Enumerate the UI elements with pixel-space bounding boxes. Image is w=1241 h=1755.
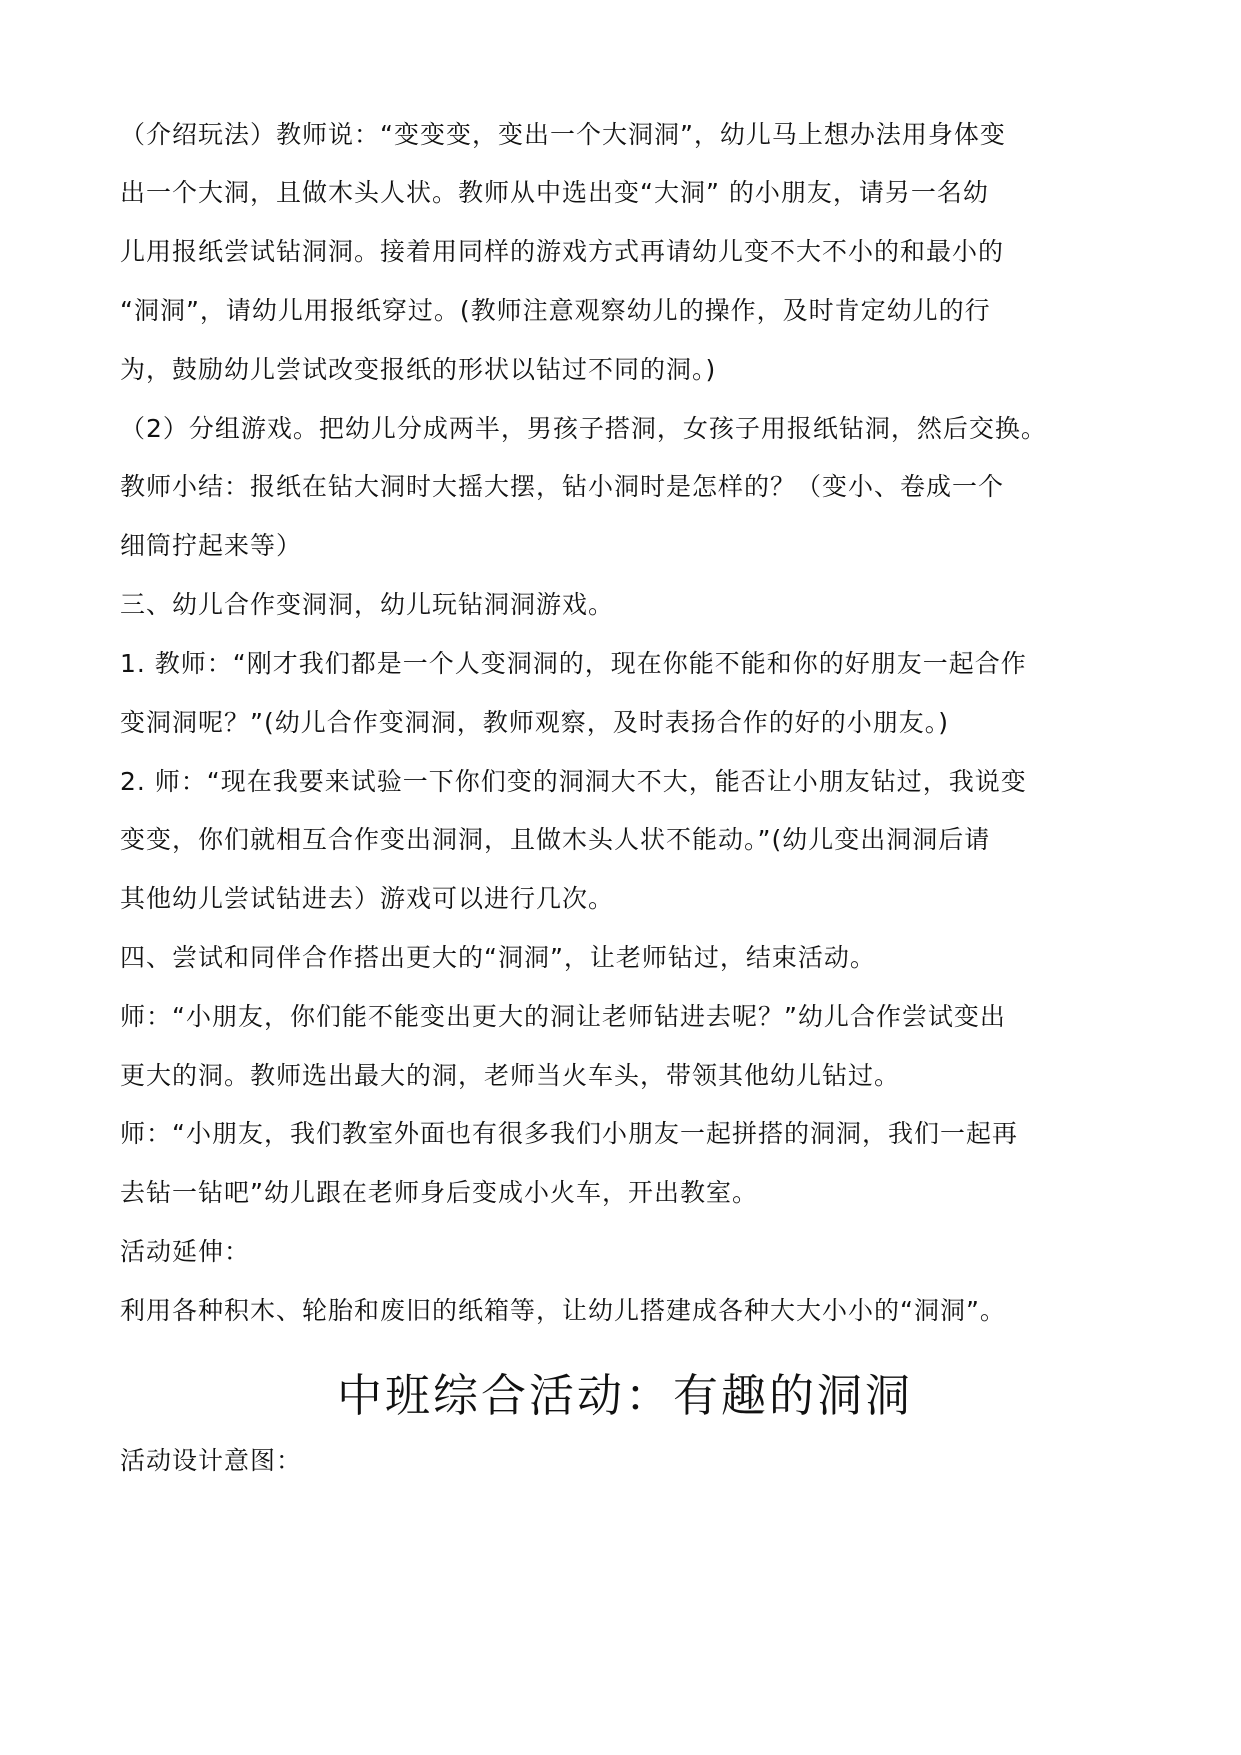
text-line: 教师小结：报纸在钻大洞时大摇大摆，钻小洞时是怎样的？（变小、卷成一个 (120, 472, 1005, 501)
text-line: 变洞洞呢？”(幼儿合作变洞洞，教师观察，及时表扬合作的好的小朋友。) (120, 708, 949, 737)
document-title: 中班综合活动：有趣的洞洞 (336, 1369, 913, 1422)
text-line: 利用各种积木、轮胎和废旧的纸箱等，让幼儿搭建成各种大大小小的“洞洞”。 (120, 1296, 1006, 1325)
text-line: 更大的洞。教师选出最大的洞，老师当火车头，带领其他幼儿钻过。 (120, 1061, 901, 1090)
text-line: （介绍玩法）教师说：“变变变，变出一个大洞洞”，幼儿马上想办法用身体变 (120, 120, 1006, 149)
text-line: 其他幼儿尝试钻进去）游戏可以进行几次。 (120, 884, 615, 913)
section-heading: 三、幼儿合作变洞洞，幼儿玩钻洞洞游戏。 (120, 590, 615, 619)
text-line: （2）分组游戏。把幼儿分成两半，男孩子搭洞，女孩子用报纸钻洞，然后交换。 (120, 414, 1047, 443)
text-line: 师：“小朋友，我们教室外面也有很多我们小朋友一起拼搭的洞洞，我们一起再 (120, 1119, 1018, 1148)
section-heading: 四、尝试和同伴合作搭出更大的“洞洞”，让老师钻过，结束活动。 (120, 943, 876, 972)
text-line: 为，鼓励幼儿尝试改变报纸的形状以钻过不同的洞。) (120, 355, 717, 384)
text-line: 出一个大洞，且做木头人状。教师从中选出变“大洞” 的小朋友，请另一名幼 (120, 178, 989, 207)
text-line: 师：“小朋友，你们能不能变出更大的洞让老师钻进去呢？”幼儿合作尝试变出 (120, 1002, 1006, 1031)
text-line: 变变，你们就相互合作变出洞洞，且做木头人状不能动。”(幼儿变出洞洞后请 (120, 825, 991, 854)
section-label: 活动设计意图： (120, 1446, 303, 1475)
text-line: “洞洞”，请幼儿用报纸穿过。(教师注意观察幼儿的操作，及时肯定幼儿的行 (120, 296, 991, 325)
section-label: 活动延伸： (120, 1237, 251, 1266)
text-line: 2. 师：“现在我要来试验一下你们变的洞洞大不大，能否让小朋友钻过，我说变 (120, 767, 1027, 796)
text-line: 细筒拧起来等） (120, 531, 303, 560)
text-line: 去钻一钻吧”幼儿跟在老师身后变成小火车，开出教室。 (120, 1178, 758, 1207)
text-line: 儿用报纸尝试钻洞洞。接着用同样的游戏方式再请幼儿变不大不小的和最小的 (120, 237, 1005, 266)
text-line: 1. 教师：“刚才我们都是一个人变洞洞的，现在你能不能和你的好朋友一起合作 (120, 649, 1027, 678)
